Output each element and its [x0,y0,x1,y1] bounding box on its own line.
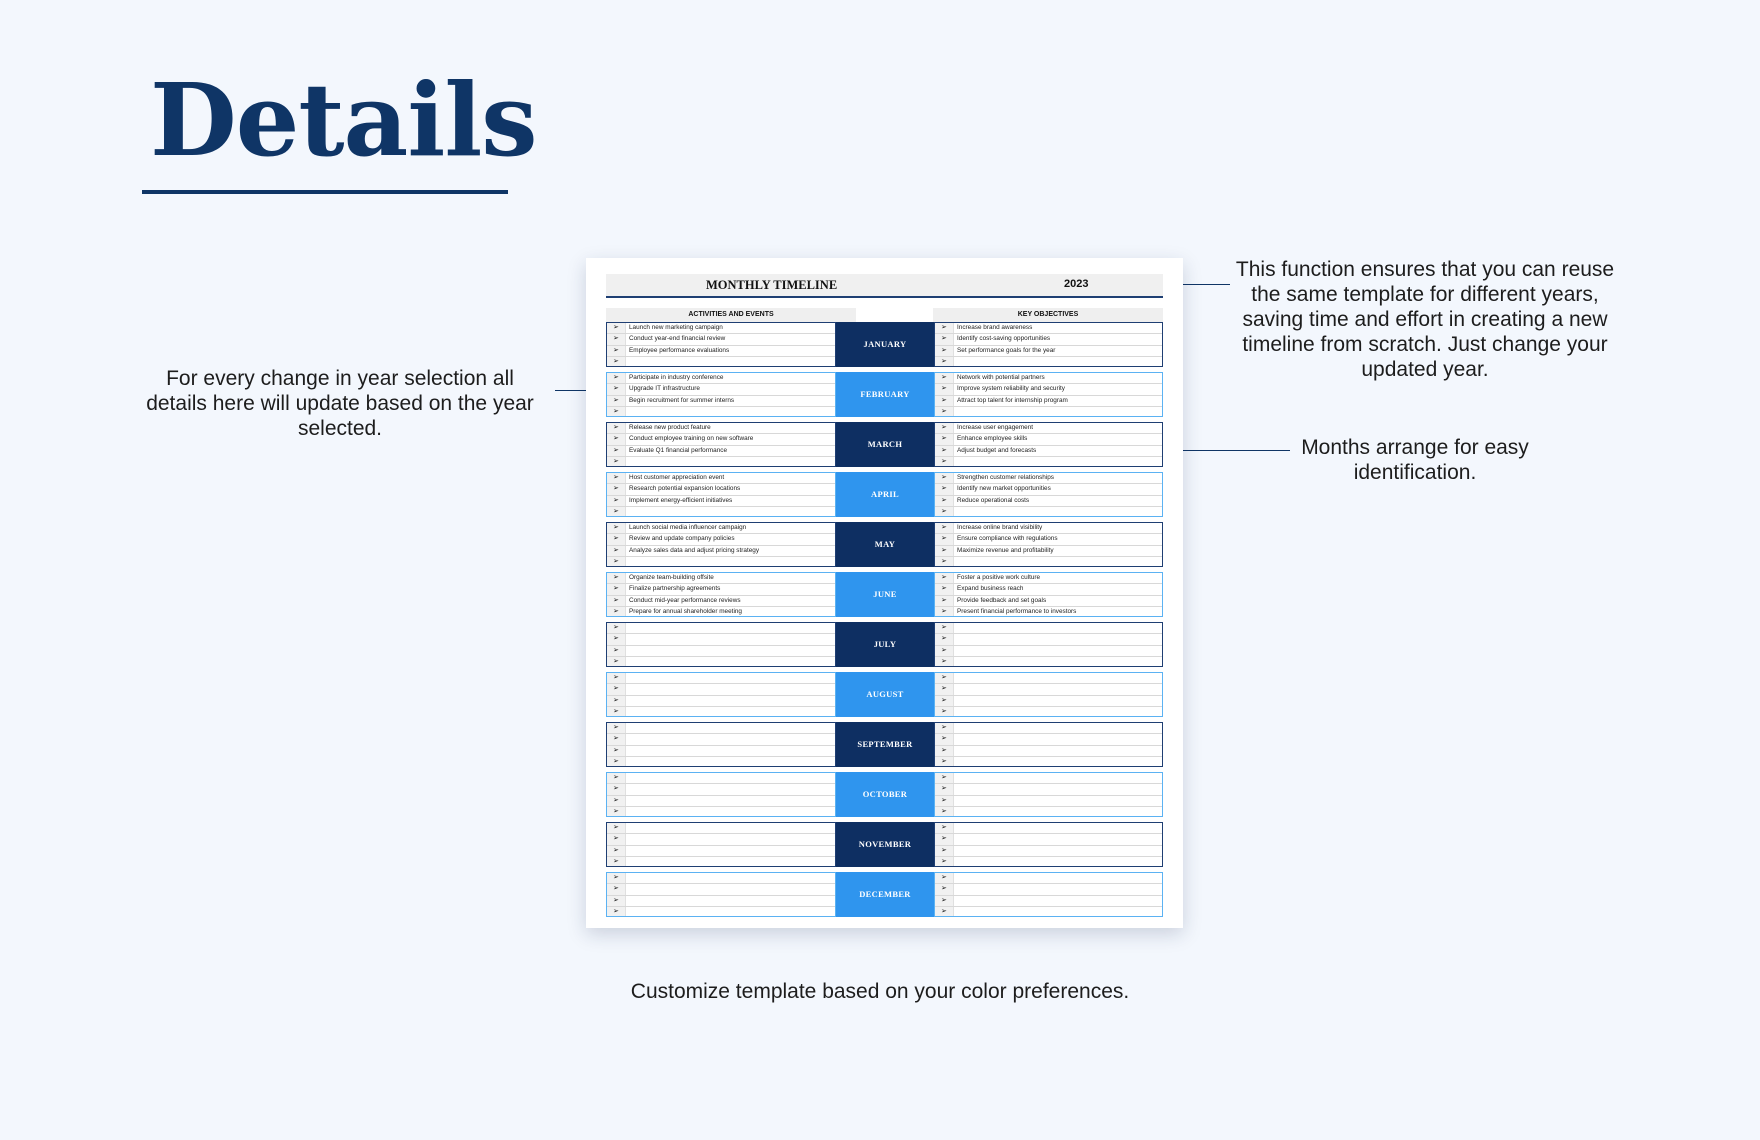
timeline-row[interactable] [607,557,835,568]
row-text: Attract top talent for internship program [957,396,1068,404]
year-value[interactable]: 2023 [1064,278,1089,290]
arrow-bullet-icon: ➢ [941,585,947,593]
row-text: Adjust budget and forecasts [957,446,1037,454]
row-text: Increase brand awareness [957,324,1033,331]
arrow-bullet-icon: ➢ [941,657,947,665]
timeline-row[interactable] [935,407,1162,418]
month-block [606,472,1163,517]
row-text: Network with potential partners [957,374,1045,381]
row-text: Foster a positive work culture [957,574,1041,581]
objectives-list [934,772,1163,817]
timeline-row[interactable] [935,623,1162,634]
arrow-bullet-icon: ➢ [941,324,947,331]
activities-list [606,372,836,417]
timeline-row[interactable] [935,357,1162,368]
row-text: Present financial performance to investors [957,607,1077,615]
row-text: Upgrade IT infrastructure [629,385,700,393]
timeline-row[interactable] [607,407,835,418]
row-text: Identify new market opportunities [957,485,1051,493]
arrow-bullet-icon: ➢ [613,635,619,643]
timeline-row[interactable] [935,434,1162,445]
objectives-heading: KEY OBJECTIVES [933,308,1163,322]
month-label: SEPTEMBER [836,722,934,767]
arrow-bullet-icon: ➢ [941,557,947,565]
arrow-bullet-icon: ➢ [941,796,947,804]
activities-list [606,722,836,767]
month-block [606,572,1163,617]
arrow-bullet-icon: ➢ [941,574,947,581]
timeline-row[interactable] [607,546,835,557]
row-text: Employee performance evaluations [629,346,730,354]
timeline-row[interactable] [607,846,835,857]
row-text: Organize team-building offsite [629,574,714,581]
row-text: Improve system reliability and security [957,385,1065,393]
arrow-bullet-icon: ➢ [613,646,619,654]
objectives-list [934,572,1163,617]
arrow-bullet-icon: ➢ [941,535,947,543]
document-title: MONTHLY TIMELINE [706,278,838,292]
arrow-bullet-icon: ➢ [941,746,947,754]
timeline-row[interactable] [935,757,1162,768]
arrow-bullet-icon: ➢ [613,724,619,731]
row-text: Analyze sales data and adjust pricing strategy [629,546,760,554]
arrow-bullet-icon: ➢ [941,896,947,904]
timeline-row[interactable] [935,334,1162,345]
arrow-bullet-icon: ➢ [941,496,947,504]
month-block [606,872,1163,917]
arrow-bullet-icon: ➢ [941,707,947,715]
month-block [606,372,1163,417]
objectives-list [934,522,1163,567]
timeline-row[interactable] [607,873,835,884]
timeline-row[interactable] [607,446,835,457]
timeline-row[interactable] [607,857,835,868]
month-label: AUGUST [836,672,934,717]
timeline-row[interactable] [607,396,835,407]
objectives-list [934,322,1163,367]
row-text: Review and update company policies [629,535,735,543]
month-label: MARCH [836,422,934,467]
timeline-row[interactable] [607,523,835,534]
arrow-bullet-icon: ➢ [613,385,619,393]
arrow-bullet-icon: ➢ [613,674,619,681]
arrow-bullet-icon: ➢ [941,907,947,915]
timeline-row[interactable] [935,773,1162,784]
document-header [606,274,1163,298]
month-block [606,722,1163,767]
arrow-bullet-icon: ➢ [941,824,947,831]
activities-list [606,522,836,567]
arrow-bullet-icon: ➢ [613,335,619,343]
timeline-row[interactable] [607,323,835,334]
timeline-row[interactable] [935,884,1162,895]
arrow-bullet-icon: ➢ [941,607,947,615]
arrow-bullet-icon: ➢ [941,346,947,354]
timeline-row[interactable] [935,734,1162,745]
timeline-row[interactable] [935,784,1162,795]
arrow-bullet-icon: ➢ [613,735,619,743]
timeline-row[interactable] [607,584,835,595]
timeline-row[interactable] [935,457,1162,468]
callout-customize-colors: Customize template based on your color preferences. [630,980,1130,1003]
month-label: JANUARY [836,322,934,367]
timeline-row[interactable] [607,807,835,818]
timeline-row[interactable] [607,507,835,518]
row-text: Enhance employee skills [957,435,1028,443]
arrow-bullet-icon: ➢ [613,607,619,615]
timeline-row[interactable] [607,896,835,907]
objectives-list [934,422,1163,467]
activities-list [606,622,836,667]
arrow-bullet-icon: ➢ [941,774,947,781]
arrow-bullet-icon: ➢ [613,774,619,781]
arrow-bullet-icon: ➢ [941,407,947,415]
callout-year-update: For every change in year selection all details here will update based on the year selected. [146,367,534,440]
timeline-row[interactable] [935,423,1162,434]
timeline-row[interactable] [607,373,835,384]
row-text: Strengthen customer relationships [957,474,1054,481]
month-block [606,622,1163,667]
timeline-row[interactable] [935,834,1162,845]
timeline-row[interactable] [607,823,835,834]
arrow-bullet-icon: ➢ [941,357,947,365]
arrow-bullet-icon: ➢ [613,807,619,815]
timeline-row[interactable] [607,784,835,795]
arrow-bullet-icon: ➢ [613,424,619,431]
arrow-bullet-icon: ➢ [941,507,947,515]
arrow-bullet-icon: ➢ [941,724,947,731]
objectives-list [934,372,1163,417]
timeline-row[interactable] [607,884,835,895]
row-text: Conduct year-end financial review [629,335,726,343]
arrow-bullet-icon: ➢ [613,346,619,354]
timeline-row[interactable] [935,723,1162,734]
timeline-row[interactable] [935,484,1162,495]
arrow-bullet-icon: ➢ [941,835,947,843]
objectives-list [934,822,1163,867]
timeline-row[interactable] [607,734,835,745]
month-block [606,522,1163,567]
month-label: APRIL [836,472,934,517]
arrow-bullet-icon: ➢ [941,474,947,481]
arrow-bullet-icon: ➢ [613,574,619,581]
activities-list [606,572,836,617]
arrow-bullet-icon: ➢ [941,757,947,765]
row-text: Conduct employee training on new software [629,435,754,443]
arrow-bullet-icon: ➢ [941,546,947,554]
timeline-row[interactable] [935,907,1162,918]
arrow-bullet-icon: ➢ [613,407,619,415]
callout-months-arranged: Months arrange for easy identification. [1301,436,1529,484]
month-label: DECEMBER [836,872,934,917]
arrow-bullet-icon: ➢ [941,696,947,704]
arrow-bullet-icon: ➢ [613,885,619,893]
arrow-bullet-icon: ➢ [613,857,619,865]
month-label: NOVEMBER [836,822,934,867]
activities-list [606,822,836,867]
arrow-bullet-icon: ➢ [941,674,947,681]
objectives-list [934,622,1163,667]
arrow-bullet-icon: ➢ [941,524,947,531]
month-block [606,822,1163,867]
arrow-bullet-icon: ➢ [941,335,947,343]
row-text: Finalize partnership agreements [629,585,721,593]
arrow-bullet-icon: ➢ [613,785,619,793]
timeline-row[interactable] [607,696,835,707]
arrow-bullet-icon: ➢ [613,746,619,754]
arrow-bullet-icon: ➢ [941,874,947,881]
arrow-bullet-icon: ➢ [613,324,619,331]
timeline-document [586,258,1183,928]
callout-reuse-template: This function ensures that you can reuse the same template for different years, saving time and effort in creating a new timeline from scratch. Just change your updated year. [1235,258,1615,381]
timeline-row[interactable] [935,684,1162,695]
arrow-bullet-icon: ➢ [613,435,619,443]
timeline-row[interactable] [935,346,1162,357]
row-text: Evaluate Q1 financial performance [629,446,728,454]
timeline-row[interactable] [935,707,1162,718]
arrow-bullet-icon: ➢ [613,757,619,765]
timeline-row[interactable] [607,657,835,668]
row-text: Host customer appreciation event [629,474,725,481]
arrow-bullet-icon: ➢ [613,546,619,554]
timeline-row[interactable] [935,373,1162,384]
arrow-bullet-icon: ➢ [613,507,619,515]
activities-list [606,322,836,367]
timeline-row[interactable] [935,807,1162,818]
row-text: Begin recruitment for summer interns [629,396,735,404]
month-label: JUNE [836,572,934,617]
timeline-row[interactable] [607,673,835,684]
arrow-bullet-icon: ➢ [613,685,619,693]
arrow-bullet-icon: ➢ [613,374,619,381]
arrow-bullet-icon: ➢ [613,707,619,715]
arrow-bullet-icon: ➢ [941,685,947,693]
arrow-bullet-icon: ➢ [941,446,947,454]
activities-heading: ACTIVITIES AND EVENTS [606,308,856,322]
timeline-row[interactable] [935,873,1162,884]
timeline-row[interactable] [935,384,1162,395]
timeline-row[interactable] [607,473,835,484]
timeline-row[interactable] [607,423,835,434]
month-label: MAY [836,522,934,567]
timeline-row[interactable] [935,796,1162,807]
arrow-bullet-icon: ➢ [613,446,619,454]
activities-list [606,772,836,817]
arrow-bullet-icon: ➢ [613,485,619,493]
row-text: Provide feedback and set goals [957,596,1047,604]
page-title: Details [150,61,537,179]
objectives-list [934,872,1163,917]
timeline-row[interactable] [935,534,1162,545]
timeline-row[interactable] [935,846,1162,857]
row-text: Prepare for annual shareholder meeting [629,607,742,615]
row-text: Conduct mid-year performance reviews [629,596,741,604]
row-text: Participate in industry conference [629,374,724,381]
timeline-row[interactable] [607,684,835,695]
timeline-row[interactable] [607,334,835,345]
month-label: OCTOBER [836,772,934,817]
timeline-row[interactable] [607,623,835,634]
row-text: Implement energy-efficient initiatives [629,496,733,504]
timeline-row[interactable] [935,473,1162,484]
row-text: Research potential expansion locations [629,485,741,493]
timeline-row[interactable] [607,757,835,768]
timeline-row[interactable] [607,634,835,645]
arrow-bullet-icon: ➢ [613,585,619,593]
timeline-row[interactable] [935,546,1162,557]
arrow-bullet-icon: ➢ [613,696,619,704]
timeline-row[interactable] [607,346,835,357]
timeline-row[interactable] [607,484,835,495]
row-text: Release new product feature [629,424,711,431]
arrow-bullet-icon: ➢ [941,885,947,893]
row-text: Launch social media influencer campaign [629,524,747,531]
row-text: Increase user engagement [957,424,1034,431]
timeline-row[interactable] [607,496,835,507]
arrow-bullet-icon: ➢ [613,557,619,565]
timeline-row[interactable] [935,646,1162,657]
month-block [606,322,1163,367]
arrow-bullet-icon: ➢ [941,374,947,381]
objectives-list [934,472,1163,517]
activities-list [606,422,836,467]
activities-list [606,472,836,517]
arrow-bullet-icon: ➢ [613,524,619,531]
timeline-row[interactable] [935,746,1162,757]
timeline-row[interactable] [935,596,1162,607]
timeline-row[interactable] [607,596,835,607]
timeline-row[interactable] [935,657,1162,668]
timeline-row[interactable] [607,434,835,445]
timeline-row[interactable] [607,746,835,757]
timeline-row[interactable] [607,907,835,918]
timeline-row[interactable] [935,607,1162,618]
month-label: JULY [836,622,934,667]
arrow-bullet-icon: ➢ [941,846,947,854]
arrow-bullet-icon: ➢ [613,457,619,465]
timeline-row[interactable] [607,607,835,618]
arrow-bullet-icon: ➢ [941,646,947,654]
timeline-row[interactable] [935,496,1162,507]
arrow-bullet-icon: ➢ [613,596,619,604]
arrow-bullet-icon: ➢ [941,857,947,865]
timeline-row[interactable] [935,696,1162,707]
timeline-row[interactable] [935,557,1162,568]
timeline-row[interactable] [935,323,1162,334]
objectives-list [934,672,1163,717]
arrow-bullet-icon: ➢ [613,657,619,665]
activities-list [606,872,836,917]
timeline-row[interactable] [935,584,1162,595]
timeline-row[interactable] [607,707,835,718]
arrow-bullet-icon: ➢ [613,474,619,481]
arrow-bullet-icon: ➢ [613,896,619,904]
objectives-list [934,722,1163,767]
row-text: Maximize revenue and profitability [957,546,1054,554]
timeline-row[interactable] [935,857,1162,868]
row-text: Identify cost-saving opportunities [957,335,1051,343]
month-block [606,672,1163,717]
month-block [606,772,1163,817]
arrow-bullet-icon: ➢ [613,624,619,631]
activities-list [606,672,836,717]
arrow-bullet-icon: ➢ [941,485,947,493]
arrow-bullet-icon: ➢ [941,635,947,643]
arrow-bullet-icon: ➢ [941,457,947,465]
timeline-row[interactable] [607,384,835,395]
timeline-row[interactable] [935,896,1162,907]
arrow-bullet-icon: ➢ [613,396,619,404]
arrow-bullet-icon: ➢ [613,357,619,365]
arrow-bullet-icon: ➢ [613,846,619,854]
timeline-row[interactable] [607,534,835,545]
row-text: Reduce operational costs [957,496,1030,504]
arrow-bullet-icon: ➢ [941,424,947,431]
timeline-row[interactable] [935,823,1162,834]
arrow-bullet-icon: ➢ [613,496,619,504]
arrow-bullet-icon: ➢ [941,596,947,604]
timeline-row[interactable] [607,457,835,468]
arrow-bullet-icon: ➢ [613,796,619,804]
arrow-bullet-icon: ➢ [613,824,619,831]
timeline-row[interactable] [935,396,1162,407]
timeline-row[interactable] [607,646,835,657]
arrow-bullet-icon: ➢ [941,735,947,743]
row-text: Expand business reach [957,585,1024,593]
arrow-bullet-icon: ➢ [613,874,619,881]
timeline-row[interactable] [607,773,835,784]
timeline-row[interactable] [935,573,1162,584]
arrow-bullet-icon: ➢ [613,535,619,543]
timeline-row[interactable] [935,634,1162,645]
arrow-bullet-icon: ➢ [941,785,947,793]
timeline-row[interactable] [607,357,835,368]
timeline-row[interactable] [607,723,835,734]
timeline-row[interactable] [935,446,1162,457]
arrow-bullet-icon: ➢ [613,835,619,843]
timeline-row[interactable] [935,523,1162,534]
month-label: FEBRUARY [836,372,934,417]
row-text: Set performance goals for the year [957,346,1056,354]
arrow-bullet-icon: ➢ [941,396,947,404]
timeline-row[interactable] [607,796,835,807]
row-text: Launch new marketing campaign [629,324,723,331]
title-underline [142,190,508,194]
timeline-row[interactable] [935,507,1162,518]
arrow-bullet-icon: ➢ [613,907,619,915]
arrow-bullet-icon: ➢ [941,624,947,631]
arrow-bullet-icon: ➢ [941,435,947,443]
timeline-row[interactable] [607,573,835,584]
arrow-bullet-icon: ➢ [941,385,947,393]
row-text: Ensure compliance with regulations [957,535,1058,543]
arrow-bullet-icon: ➢ [941,807,947,815]
timeline-row[interactable] [935,673,1162,684]
timeline-row[interactable] [607,834,835,845]
month-block [606,422,1163,467]
row-text: Increase online brand visibility [957,524,1043,531]
